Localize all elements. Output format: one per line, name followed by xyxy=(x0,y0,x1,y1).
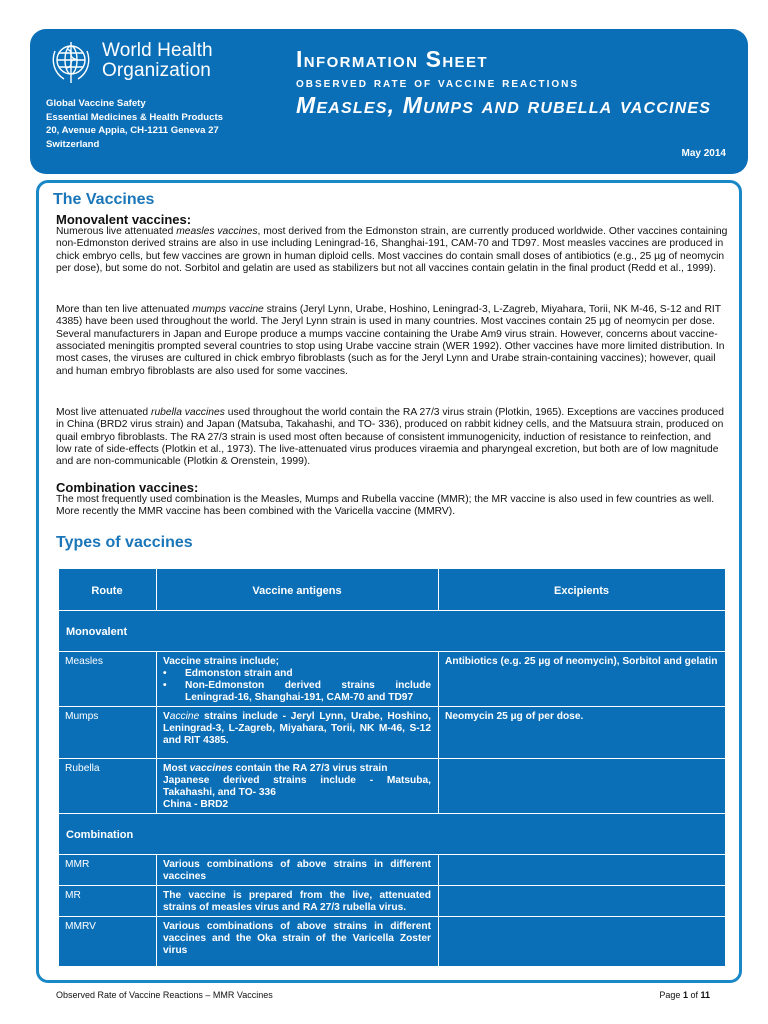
route-cell: Measles xyxy=(59,652,157,707)
antigen-cell: Various combinations of above strains in different vaccines and the Oka strain of the Varicella Zoster virus xyxy=(157,917,439,967)
bullet-item: • Non-Edmonston derived strains include Leningrad-16, Shanghai-191, CAM-70 and TD97 xyxy=(163,680,431,703)
route-cell: Rubella xyxy=(59,759,157,814)
table-row-mmr xyxy=(59,855,726,886)
route-cell: Mumps xyxy=(59,707,157,759)
table-row-mr xyxy=(59,886,726,917)
rubella-paragraph: Most live attenuated rubella vaccines used throughout the world contain the RA 27/3 virus strain (Plotkin, 1965). Exceptions are vaccines produced in China (BRD2 virus strain) and Japan (Matsuba, Takahashi, and TO- 336), produced on rabbit kidney cells, and the Matsuura strain, produced on quail embryo fibroblasts. The RA 27/3 strain is used most often because of consistent immunogenicity, induction of resistance to reinfection, and low rate of side-effects (Plotkin et al., 1973). The live-attenuated virus produces viraemia and pharyngeal excretion, but both are of low magnitude and are non-communicable (Plotkin & Orenstein, 1999). xyxy=(56,407,724,468)
column-header-vaccine-antigens: Vaccine antigens xyxy=(157,569,439,611)
antigen-cell: Most vaccines contain the RA 27/3 virus strain Japanese derived strains include - Matsuba, Takahashi, and TO- 336 China - BRD2 xyxy=(157,759,439,814)
vaccine-title: Measles, Mumps and rubella vaccines xyxy=(296,92,712,118)
measles-paragraph: Numerous live attenuated measles vaccines, most derived from the Edmonston strain, are currently produced worldwide. Other vaccines containing non-Edmonston derived strains are also in use including Leningrad-16, Shanghai-191, CAM-70 and TD97. Most measles vaccines are produced in chick embryo cells, but few vaccines are grown in human diploid cells. Most vaccines do contain small doses of antibiotics (e.g., 25 µg of neomycin per dose), but some do not. Sorbitol and gelatin are used as stabilizers but not all vaccines contain gelatin in the final product (Redd et al., 1999). xyxy=(56,226,728,275)
antigen-intro: Vaccine strains include; xyxy=(163,656,280,667)
table-row-measles xyxy=(59,652,726,707)
vaccine-types-table xyxy=(58,568,726,967)
antigen-cell: The vaccine is prepared from the live, attenuated strains of measles virus and RA 27/3 rubella virus. xyxy=(157,886,439,917)
combination-paragraph: The most frequently used combination is the Measles, Mumps and Rubella vaccine (MMR); the MR vaccine is also used in few countries as well. More recently the MMR vaccine has been combined with the Varicella vaccine (MMRV). xyxy=(56,494,715,518)
group-combination: Combination xyxy=(59,814,726,855)
footer-document-title: Observed Rate of Vaccine Reactions – MMR Vaccines xyxy=(56,990,273,1000)
table-row-rubella xyxy=(59,759,726,814)
excipients-cell xyxy=(439,855,726,886)
column-header-route: Route xyxy=(59,569,157,611)
group-monovalent: Monovalent xyxy=(59,611,726,652)
table-row-mmrv xyxy=(59,917,726,967)
who-emblem-icon xyxy=(46,37,96,87)
excipients-cell xyxy=(439,759,726,814)
table-header-row xyxy=(59,569,726,611)
document-date: May 2014 xyxy=(681,148,726,159)
table-group-row xyxy=(59,611,726,652)
route-cell: MMRV xyxy=(59,917,157,967)
route-cell: MR xyxy=(59,886,157,917)
antigen-cell: Various combinations of above strains in different vaccines xyxy=(157,855,439,886)
bullet-item: • Edmonston strain and xyxy=(163,668,293,679)
document-title: Information Sheet xyxy=(296,46,488,72)
footer-page-number: Page 1 of 11 xyxy=(659,990,710,1000)
excipients-cell: Antibiotics (e.g. 25 µg of neomycin), Sorbitol and gelatin xyxy=(439,652,726,707)
heading-the-vaccines: The Vaccines xyxy=(53,191,155,208)
excipients-cell: Neomycin 25 µg of per dose. xyxy=(439,707,726,759)
document-subtitle: observed rate of vaccine reactions xyxy=(296,74,580,90)
excipients-cell xyxy=(439,917,726,967)
organization-name: World Health Organization xyxy=(102,40,213,81)
column-header-excipients: Excipients xyxy=(439,569,726,611)
antigen-cell: Vaccine strains include - Jeryl Lynn, Urabe, Hoshino, Leningrad-3, L-Zagreb, Miyahara, Torii, NK M-46, S-12 and RIT 4385. xyxy=(157,707,439,759)
header-banner xyxy=(30,29,748,174)
excipients-cell xyxy=(439,886,726,917)
organization-address: Global Vaccine Safety Essential Medicines & Health Products 20, Avenue Appia, CH-1211 Geneva 27 Switzerland xyxy=(46,98,224,150)
heading-combination-vaccines: Combination vaccines: xyxy=(56,480,199,495)
route-cell: MMR xyxy=(59,855,157,886)
content-panel xyxy=(36,180,742,983)
table-row-mumps xyxy=(59,707,726,759)
mumps-paragraph: More than ten live attenuated mumps vaccine strains (Jeryl Lynn, Urabe, Hoshino, Leningrad-3, L-Zagreb, Miyahara, Torii, NK M-46, S-12 and RIT 4385) have been used throughout the world. The Jeryl Lynn strain is used in many countries. Most vaccines contain 25 µg of neomycin per dose. Several manufacturers in Japan and Europe produce a mumps vaccine containing the Urabe Am9 virus strain. However, concerns about vaccine-associated meningitis prompted several countries to stop using Urabe vaccine strain (WER 1992). Other vaccines have more limited distribution. In most cases, the viruses are cultured in chick embryo fibroblasts (such as for the Jeryl Lynn and Urabe strain-containing vaccines); however, quail and human embryo fibroblasts are also used for some vaccines. xyxy=(56,304,725,377)
heading-monovalent-vaccines: Monovalent vaccines: xyxy=(56,212,192,227)
heading-types-of-vaccines: Types of vaccines xyxy=(56,534,193,551)
table-group-row xyxy=(59,814,726,855)
antigen-cell xyxy=(157,652,439,707)
